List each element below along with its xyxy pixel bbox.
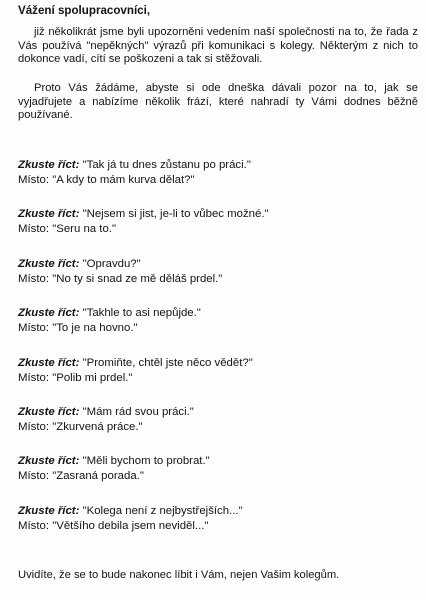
instead-text: "Seru na to." <box>52 223 116 236</box>
say-line <box>18 405 418 420</box>
instead-label: Místo: <box>18 272 50 285</box>
instead-line <box>18 272 418 287</box>
instead-text: "Zkurvená práce." <box>52 420 143 433</box>
say-text: "Nejsem si jist, je-li to vůbec možné." <box>82 208 269 221</box>
instead-text: "Většího debila jsem neviděl..." <box>52 519 209 532</box>
request-paragraph <box>18 82 418 123</box>
instead-label: Místo: <box>18 420 50 433</box>
instead-line <box>18 371 418 386</box>
phrase-pair <box>18 158 418 207</box>
say-text: "Mám rád svou práci." <box>82 405 194 418</box>
instead-label: Místo: <box>18 371 50 384</box>
instead-label: Místo: <box>18 174 50 186</box>
instead-label: Místo: <box>18 322 50 335</box>
say-label: Zkuste říct: <box>18 405 80 418</box>
instead-text: "No ty si snad ze mě děláš prdel." <box>52 272 223 285</box>
phrase-pair <box>18 207 418 256</box>
phrase-list <box>18 158 418 553</box>
say-line <box>18 356 418 371</box>
instead-line <box>18 469 418 484</box>
say-line <box>18 158 418 173</box>
say-text: "Takhle to asi nepůjde." <box>82 307 201 320</box>
instead-label: Místo: <box>18 223 50 236</box>
say-label: Zkuste říct: <box>18 159 80 171</box>
greeting: Vážení spolupracovníci, <box>18 4 151 17</box>
instead-line <box>18 321 418 336</box>
request-paragraph-text: Proto Vás žádáme, abyste si ode dneška dávali pozor na to, jak se vyjadřujete a nabízíme několik frází, které nahradí ty Vámi dodnes běžně používané. <box>18 82 418 121</box>
instead-line <box>18 420 418 435</box>
say-label: Zkuste říct: <box>18 455 80 468</box>
instead-text: "Zasraná porada." <box>52 470 144 483</box>
instead-label: Místo: <box>18 470 50 483</box>
phrase-pair <box>18 405 418 454</box>
say-line <box>18 504 418 519</box>
say-text: "Opravdu?" <box>82 257 141 270</box>
say-line <box>18 454 418 469</box>
instead-line <box>18 222 418 237</box>
intro-paragraph-text: již několikrát jsme byli upozorněni vedením naší společnosti na to, že řada z Vás používá "nepěkných" výrazů při komunikaci s kolegy. Některým z nich to dokonce vadí, cítí se poškozeni a tak si stěžovali. <box>18 26 418 65</box>
say-label: Zkuste říct: <box>18 208 80 221</box>
say-text: "Kolega není z nejbystřejších..." <box>82 504 243 517</box>
closing-sentence: Uvidíte, že se to bude nakonec líbit i Vám, nejen Vašim kolegům. <box>18 569 340 581</box>
phrase-pair <box>18 454 418 503</box>
say-label: Zkuste říct: <box>18 307 80 320</box>
phrase-pair <box>18 257 418 306</box>
instead-text: "To je na hovno." <box>52 322 138 335</box>
say-label: Zkuste říct: <box>18 504 80 517</box>
say-text: "Měli bychom to probrat." <box>82 455 210 468</box>
instead-label: Místo: <box>18 519 50 532</box>
say-line <box>18 306 418 321</box>
instead-line <box>18 519 418 534</box>
say-label: Zkuste říct: <box>18 257 80 270</box>
intro-paragraph <box>18 26 418 67</box>
phrase-pair <box>18 356 418 405</box>
instead-text: "Polib mi prdel." <box>52 371 133 384</box>
instead-text: "A kdy to mám kurva dělat?" <box>52 174 195 186</box>
phrase-pair <box>18 306 418 355</box>
say-text: "Tak já tu dnes zůstanu po práci." <box>82 159 251 171</box>
say-label: Zkuste říct: <box>18 356 80 369</box>
say-text: "Promiňte, chtěl jste něco vědět?" <box>82 356 253 369</box>
say-line <box>18 257 418 272</box>
instead-line <box>18 173 418 188</box>
phrase-pair <box>18 504 418 553</box>
say-line <box>18 207 418 222</box>
